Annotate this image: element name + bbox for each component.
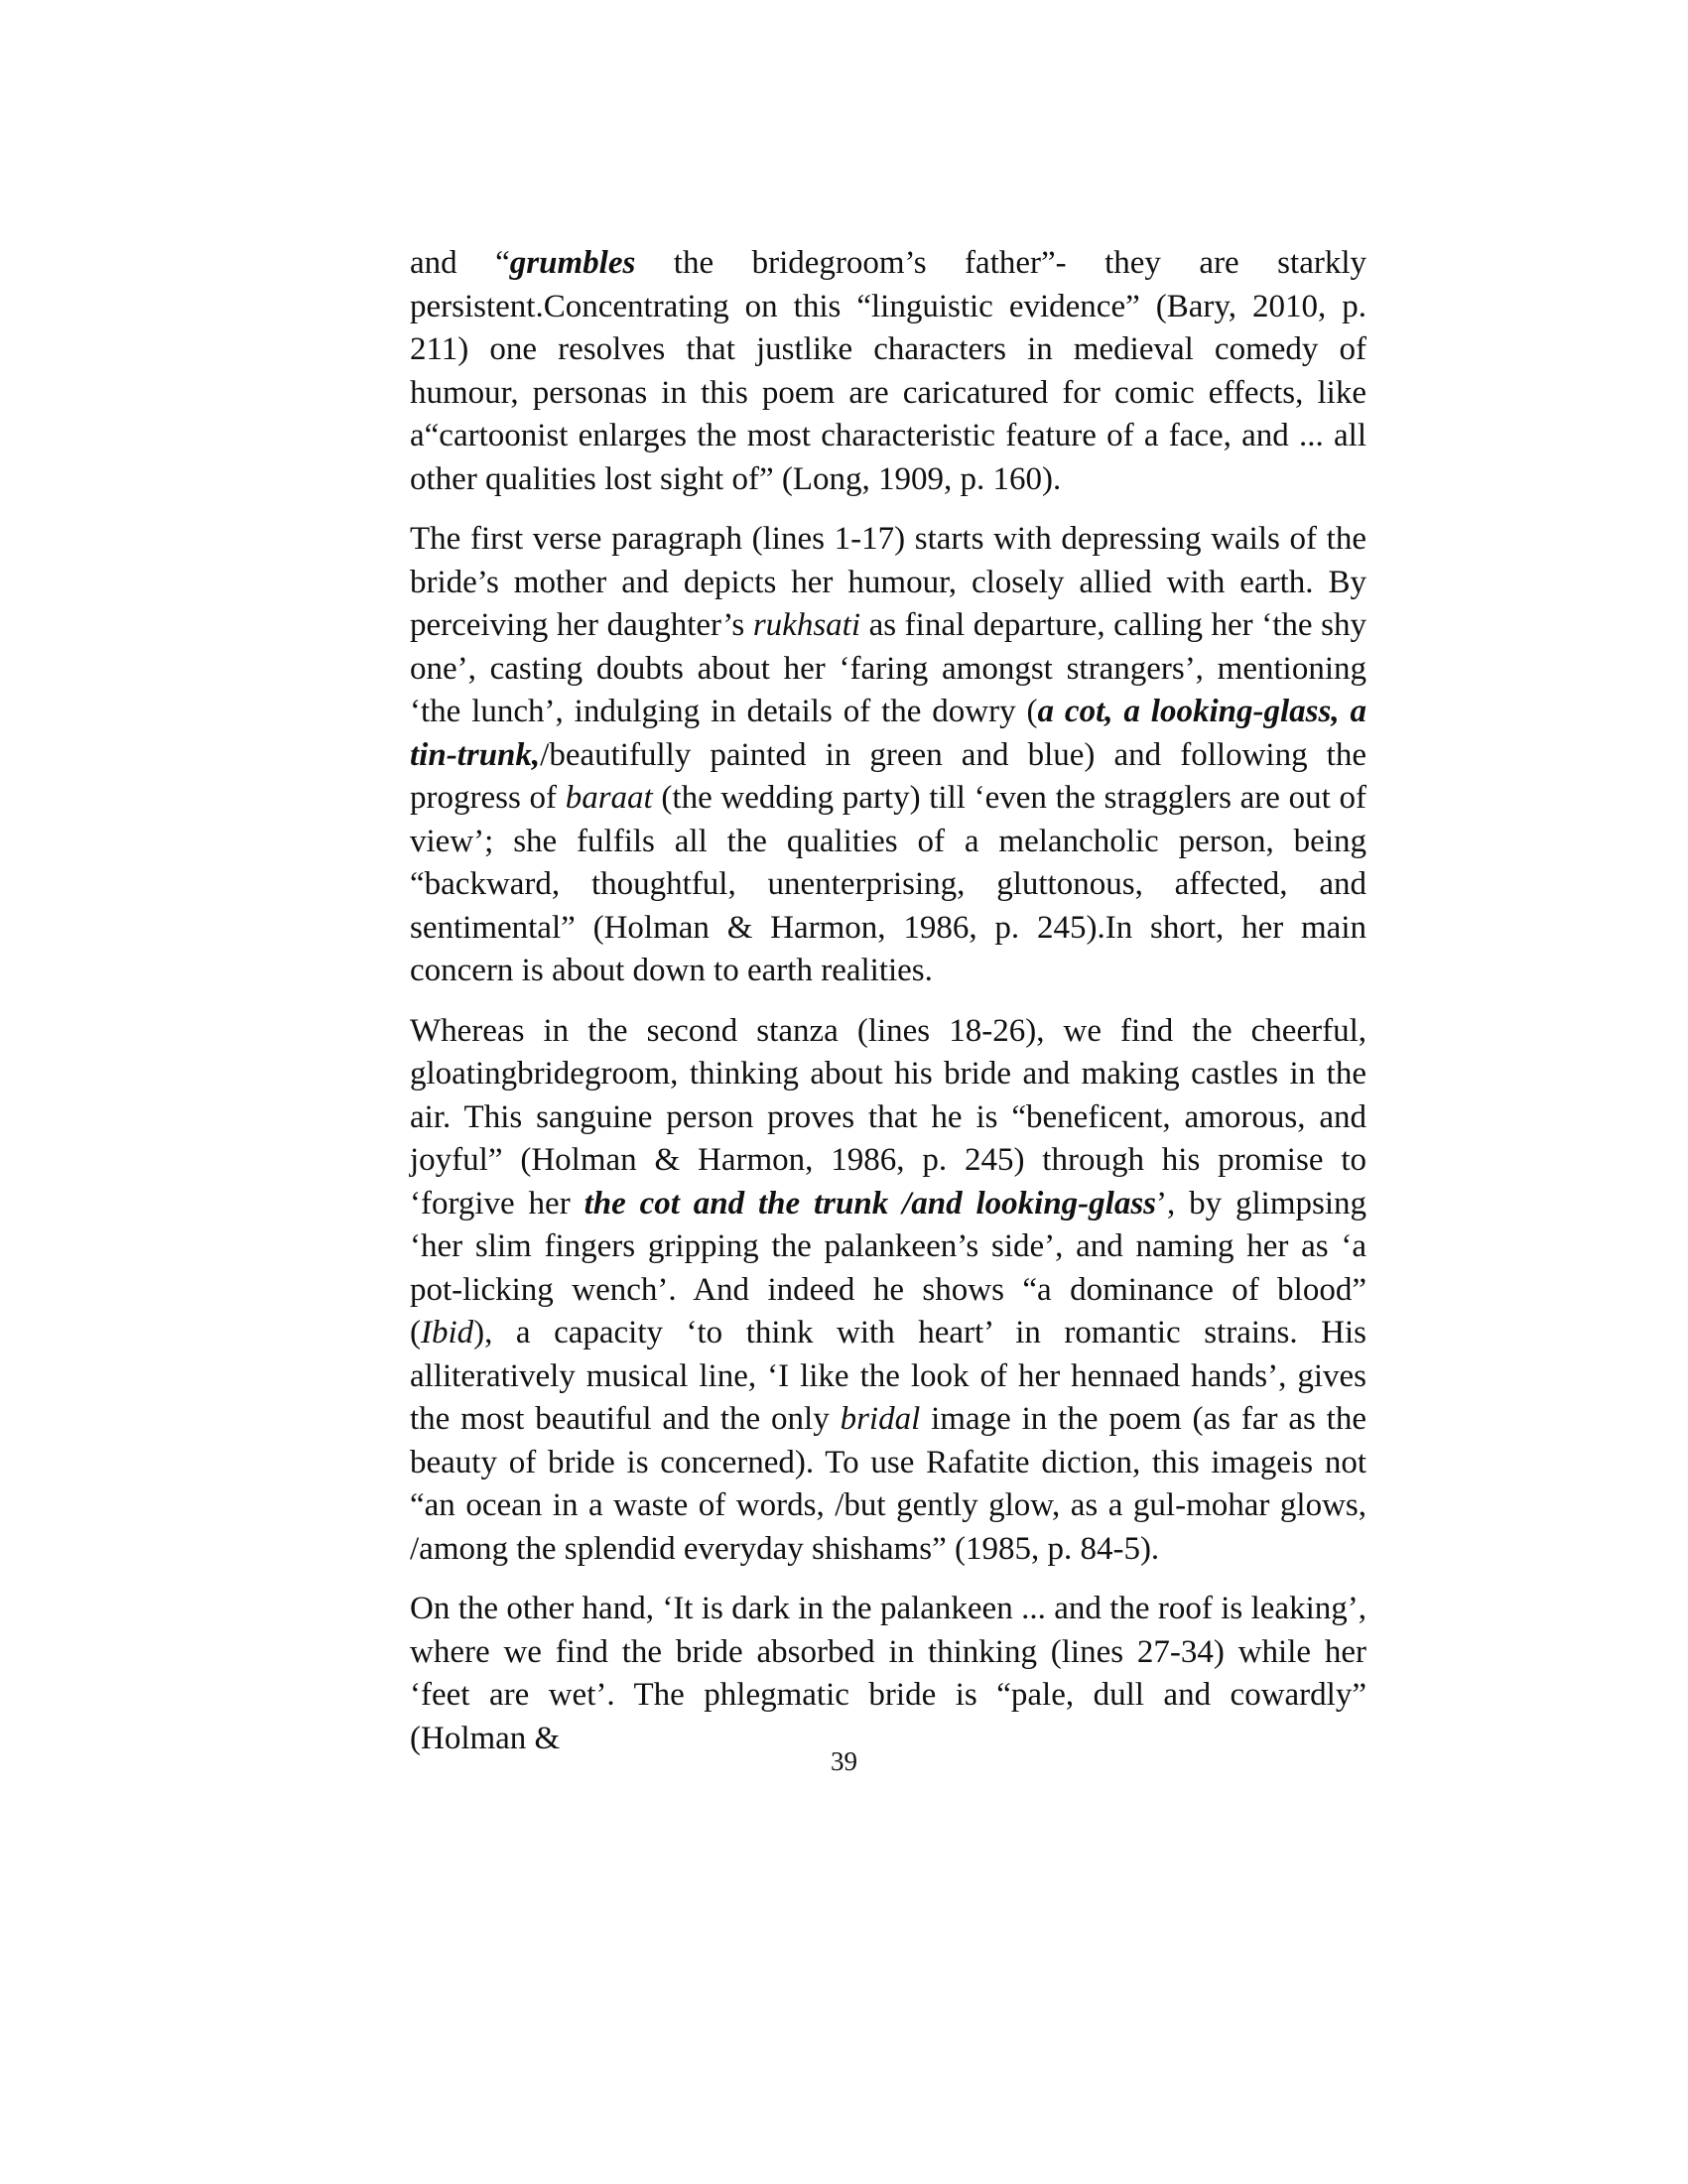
paragraph-3 xyxy=(410,1010,1366,1572)
emphasis-italic: Ibid xyxy=(421,1315,474,1350)
text-segment: (the wedding party) till ‘even the stragglers are out of view’; she fulfils all the qualities of a melancholic person, being “backward, thoughtful, unenterprising, gluttonous, affected, and sentimental” (Holman & Harmon, 1986, p. 245).In short, her main concern is about down to earth realities. xyxy=(410,780,1366,988)
emphasis-bold-italic: grumbles xyxy=(509,245,636,281)
paragraph-1 xyxy=(410,242,1366,501)
text-segment: and “ xyxy=(410,245,510,281)
emphasis-italic: bridal xyxy=(840,1401,921,1437)
page-number: 39 xyxy=(831,1746,857,1776)
body-text xyxy=(410,242,1366,1777)
paragraph-2 xyxy=(410,518,1366,993)
text-segment: as final departure, calling her ‘the shy one’, casting doubts about her ‘faring amongst strangers’, mentioning ‘the lunch’, indulging in details of the dowry ( xyxy=(410,607,1366,729)
emphasis-italic: baraat xyxy=(565,780,653,816)
text-segment: the bridegroom’s father”- they are starkly persistent.Concentrating on this “linguistic evidence” (Bary, 2010, p. 211) one resolves that justlike characters in medieval comedy of humour, personas in this poem are caricatured for comic effects, like a“cartoonist enlarges the most characteristic feature of a face, and ... all other qualities lost sight of” (Long, 1909, p. 160). xyxy=(410,245,1366,497)
text-segment: /beautifully painted in green and blue) and following the progress of xyxy=(410,736,1366,816)
text-segment: image in the poem (as far as the beauty of bride is concerned). To use Rafatite diction, this imageis not “an ocean in a waste of words, /but gently glow, as a gul-mohar glows, /among the splendid everyday shishams” (1985, p. 84-5). xyxy=(410,1401,1366,1567)
paragraph-4 xyxy=(410,1588,1366,1760)
text-segment: ’, by glimpsing ‘her slim fingers gripping the palankeen’s side’, and naming her as ‘a pot-licking wench’. And indeed he shows “a dominance of blood” ( xyxy=(410,1185,1366,1350)
emphasis-italic: rukhsati xyxy=(752,607,861,643)
text-segment: On the other hand, ‘It is dark in the palankeen ... and the roof is leaking’, where we find the bride absorbed in thinking (lines 27-34) while her ‘feet are wet’. The phlegmatic bride is “pale, dull and cowardly” (Holman & xyxy=(410,1591,1366,1756)
emphasis-bold-italic: a cot, a looking-glass, a tin-trunk, xyxy=(410,694,1366,773)
text-segment: The first verse paragraph (lines 1-17) starts with depressing wails of the bride’s mother and depicts her humour, closely allied with earth. By perceiving her daughter’s xyxy=(410,521,1366,643)
emphasis-bold-italic: the cot and the trunk /and looking-glass xyxy=(584,1185,1157,1221)
text-segment: ), a capacity ‘to think with heart’ in romantic strains. His alliteratively musical line, ‘I like the look of her hennaed hands’, gives the most beautiful and the only xyxy=(410,1315,1366,1437)
text-segment: Whereas in the second stanza (lines 18-26), we find the cheerful, gloatingbridegroom, thinking about his bride and making castles in the air. This sanguine person proves that he is “beneficent, amorous, and joyful” (Holman & Harmon, 1986, p. 245) through his promise to ‘forgive her xyxy=(410,1012,1366,1221)
